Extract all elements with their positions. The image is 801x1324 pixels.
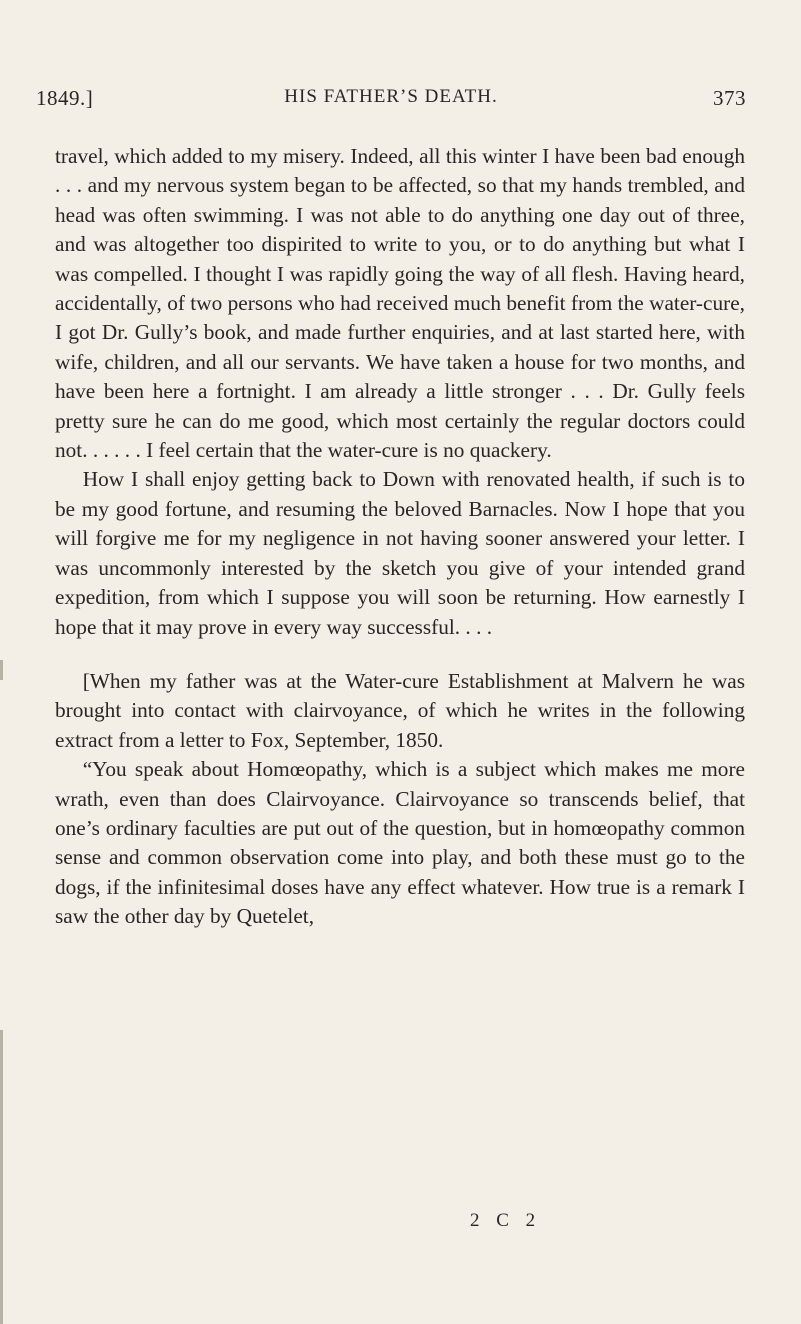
paragraph-4: “You speak about Homœopathy, which is a subject which makes me more wrath, even than does Clairvoyance. Clairvoyance so transcends belief, that one’s ordinary faculties are put out of the question, but in homœopathy common sense and common observation come into play, and both these must go to the dogs, if the infinitesimal doses have any effect whatever. How true is a remark I saw the other day by Quetelet, (55, 757, 745, 929)
page-edge-shadow (0, 660, 3, 680)
signature-mark: 2 C 2 (470, 1210, 542, 1231)
page-number: 373 (713, 86, 746, 110)
paragraph-1: travel, which added to my misery. Indeed, all this winter I have been bad enough . . . and my nervous system began to be affected, so that my hands trembled, and head was often swimming. I was not able to do anything one day out of three, and was altogether too dispirited to write to you, or to do anything but what I was compelled. I thought I was rapidly going the way of all flesh. Having heard, accidentally, of two persons who had received much benefit from the water-cure, I got Dr. Gully’s book, and made further enquiries, and at last started here, with wife, children, and all our servants. We have taken a house for two months, and have been here a fortnight. I am already a little stronger . . . Dr. Gully feels pretty sure he can do me good, which most certainly the regular doctors could not. . . . . . I feel certain that the water-cure is no quackery. (55, 144, 745, 463)
running-header (36, 86, 746, 120)
header-year: 1849.] (36, 86, 94, 110)
paragraph-2: How I shall enjoy getting back to Down with renovated health, if such is to be my good fortune, and resuming the beloved Barnacles. Now I hope that you will forgive me for my negligence in not having sooner answered your letter. I was uncommonly interested by the sketch you give of your intended grand expedition, from which I suppose you will soon be returning. How earnestly I hope that it may prove in every way successful. . . . (55, 467, 745, 639)
header-title: HIS FATHER’S DEATH. (284, 86, 498, 107)
body-text (55, 142, 745, 932)
paragraph-3: [When my father was at the Water-cure Establishment at Malvern he was brought into contact with clairvoyance, of which he writes in the following extract from a letter to Fox, September, 1850. (55, 668, 745, 752)
page-edge-shadow-lower (0, 1030, 3, 1324)
